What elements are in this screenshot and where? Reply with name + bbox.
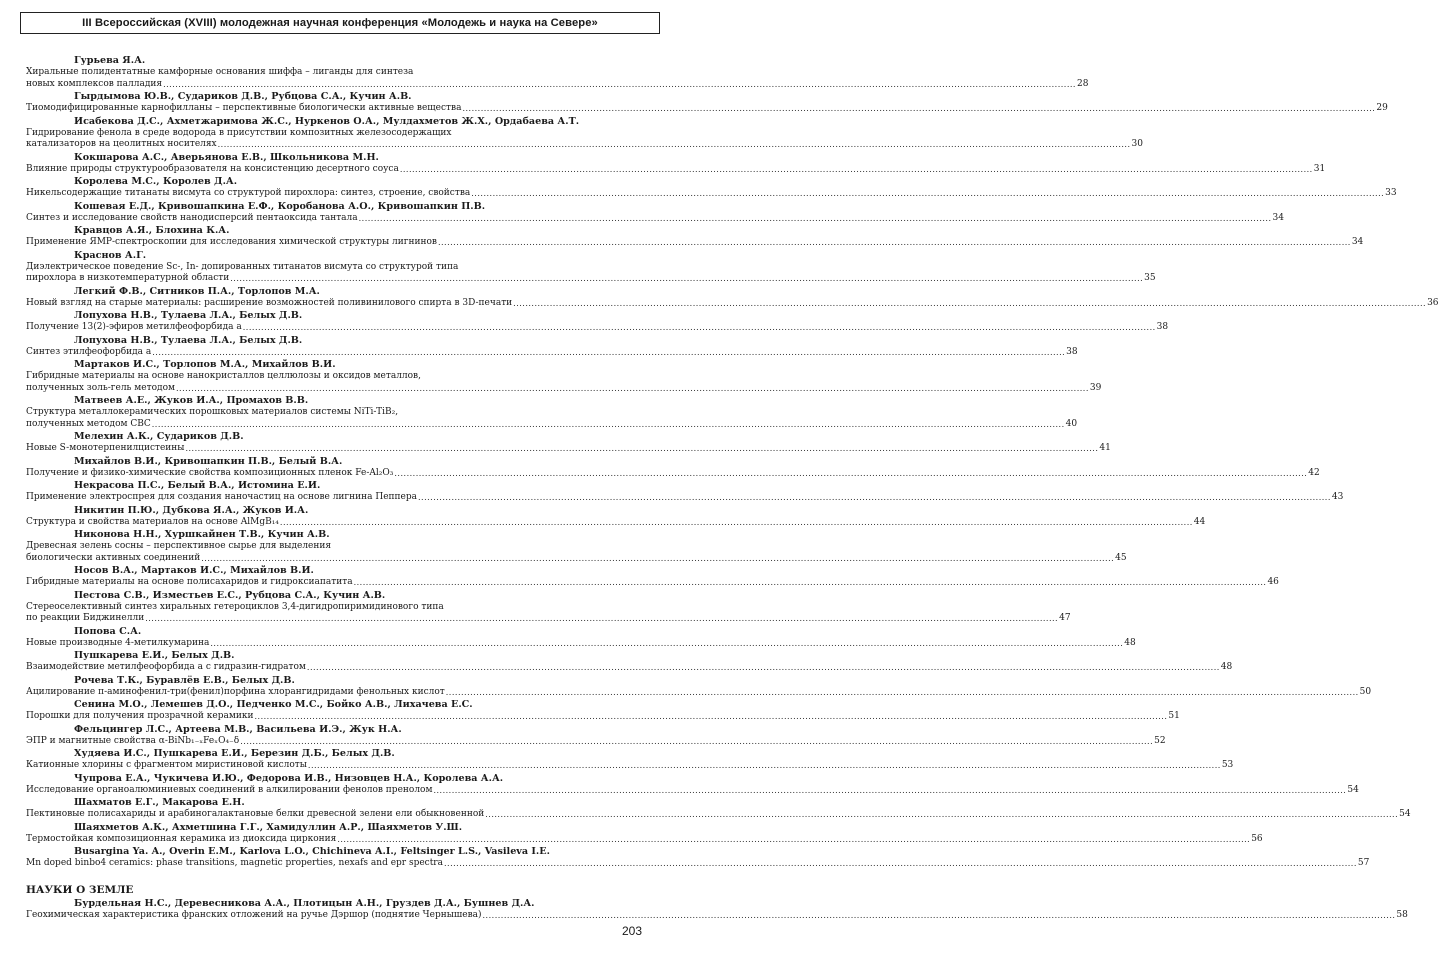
toc-entry-authors: Мартаков И.С., Торлопов М.А., Михайлов В.И. (74, 359, 336, 370)
toc-entry (26, 589, 1071, 625)
dot-leader: ............................................................................................................................................................................................................................................................................................................ (445, 687, 1359, 697)
toc-entry-page: 56 (1251, 833, 1263, 844)
dot-leader: ............................................................................................................................................................................................................................................................................................................ (443, 859, 1357, 868)
toc-entry-authors: Носов В.А., Мартаков И.С., Михайлов В.И. (74, 565, 314, 576)
toc-entry-page: 40 (1065, 418, 1078, 429)
toc-entry-authors: Некрасова П.С., Белый В.А., Истомина Е.И. (74, 480, 321, 491)
toc-entry-authors: Краснов А.Г. (74, 249, 147, 261)
toc-entry (26, 748, 1234, 772)
toc-entry-title: Применение электроспрея для создания наночастиц на основе лигнина Пеппера (26, 492, 417, 502)
dot-leader: ............................................................................................................................................................................................................................................................................................................ (240, 736, 1154, 746)
toc-entry-title-line (26, 418, 1078, 431)
toc-entry-title: Хиральные полидентатные камфорные основания шиффа – лиганды для синтеза (26, 67, 414, 77)
toc-entry (26, 625, 1136, 650)
toc-entry-page: 53 (1221, 760, 1234, 770)
section-heading: НАУКИ О ЗЕМЛЕ (26, 883, 134, 896)
toc-entry-title-line (26, 78, 1089, 91)
toc-entry-title: Получение и физико-химические свойства композиционных пленок Fe-Al₂O₃ (26, 467, 394, 478)
toc-entry-title: пирохлора в низкотемпературной области (26, 273, 230, 283)
toc-entry-authors: Гурьева Я.А. (74, 55, 146, 66)
toc-entry-title: Синтез и исследование свойств нанодисперсий пентаоксида тантала (26, 212, 358, 223)
toc-entry-authors: Мелехин А.К., Судариков Д.В. (74, 431, 244, 442)
toc-entry-authors: Гырдымова Ю.В., Судариков Д.В., Рубцова С.А., Кучин А.В. (74, 91, 412, 102)
toc-entry-title: Структура металлокерамических порошковых материалов системы NiTi-TiB₂, (26, 407, 399, 417)
toc-entry-page: 39 (1089, 382, 1102, 393)
toc-entry-authors: Королева М.С., Королев Д.А. (74, 176, 238, 187)
toc-entry (26, 480, 1344, 504)
toc-entry-title: Синтез этилфеофорбида a (26, 346, 152, 357)
toc-entry-page: 51 (1168, 711, 1180, 721)
dot-leader: ............................................................................................................................................................................................................................................................................................................ (337, 834, 1251, 844)
toc-entries-section2 (26, 897, 1408, 922)
toc-entry-page: 34 (1351, 237, 1364, 247)
toc-entry-page: 54 (1399, 809, 1411, 819)
dot-leader: ............................................................................................................................................................................................................................................................................................................ (513, 298, 1427, 308)
toc-entry-authors: Шаяхметов А.К., Ахметшина Г.Г., Хамидуллин А.Р., Шаяхметов У.Ш. (74, 821, 463, 833)
toc-entry-title-line (26, 163, 1326, 176)
dot-leader: ............................................................................................................................................................................................................................................................................................................ (163, 79, 1076, 89)
dot-leader: ............................................................................................................................................................................................................................................................................................................ (471, 189, 1385, 198)
toc-entry (26, 225, 1364, 249)
toc-entry-title: Никельсодержащие титанаты висмута со структурой пирохлора: синтез, строение, свойства (26, 188, 471, 198)
dot-leader: ............................................................................................................................................................................................................................................................................................................ (433, 785, 1347, 795)
toc-entry-title-line (26, 322, 1169, 334)
toc-entry-authors: Чупрова Е.А., Чукичева И.Ю., Федорова И.В., Низовцев Н.А., Королева А.А. (74, 772, 504, 784)
toc-entry-page: 34 (1272, 212, 1284, 223)
toc-entry-authors: Лопухова Н.В., Тулаева Л.А., Белых Д.В. (74, 334, 303, 346)
dot-leader: ............................................................................................................................................................................................................................................................................................................ (210, 638, 1124, 648)
toc-entry-title: Применение ЯМР-спектроскопии для исследования химической структуры лигнинов (26, 237, 437, 247)
dot-leader: ............................................................................................................................................................................................................................................................................................................ (152, 347, 1066, 357)
toc-entry-title-line (26, 711, 1180, 723)
toc-entry-title-line (26, 467, 1320, 480)
dot-leader: ............................................................................................................................................................................................................................................................................................................ (254, 712, 1168, 721)
toc-entry-authors: Попова С.А. (74, 625, 142, 637)
toc-entry-authors: Busargina Ya. A., Overin E.M., Karlova L.O., Chichineva A.I., Feltsinger L.S., Vasileva I.E. (74, 846, 550, 857)
dot-leader: ............................................................................................................................................................................................................................................................................................................ (417, 493, 1331, 502)
dot-leader: ............................................................................................................................................................................................................................................................................................................ (358, 213, 1272, 223)
toc-entry-title-line (26, 346, 1078, 359)
toc-entry-title: полученных методом СВС (26, 418, 151, 429)
toc-entry-title-line (26, 784, 1359, 797)
toc-entry-title: Порошки для получения прозрачной керамики (26, 711, 254, 721)
toc-entry (26, 249, 1156, 285)
toc-entry-title: Влияние природы структурообразователя на консистенцию десертного соуса (26, 163, 399, 174)
toc-entry-title: Гибридные материалы на основе полисахаридов и гидроксиапатита (26, 577, 353, 587)
dot-leader: ............................................................................................................................................................................................................................................................................................................ (242, 323, 1156, 332)
toc-entry (26, 529, 1127, 564)
toc-entry-page: 38 (1156, 322, 1169, 332)
toc-entry (26, 565, 1279, 589)
toc-entry (26, 359, 1102, 394)
toc-entry (26, 334, 1078, 359)
page-number: 203 (622, 924, 643, 938)
toc-entry-title: Гидрирование фенола в среде водорода в присутствии композитных железосодержащих (26, 127, 452, 138)
toc-entry-title-line (26, 492, 1344, 504)
toc-entry-title: Mn doped binbo4 ceramics: phase transitions, magnetic properties, nexafs and epr spectra (26, 858, 443, 868)
toc-entry (26, 310, 1169, 334)
dot-leader: ............................................................................................................................................................................................................................................................................................................ (185, 444, 1099, 453)
toc-entry (26, 821, 1263, 846)
toc-entry-title-line (26, 212, 1284, 225)
toc-entry (26, 772, 1359, 797)
toc-entry (26, 115, 1143, 151)
toc-entry-page: 31 (1313, 163, 1326, 174)
toc-entry-title-line (26, 516, 1206, 529)
toc-entry-page: 45 (1115, 552, 1127, 563)
toc-entry (26, 846, 1370, 870)
dot-leader: ............................................................................................................................................................................................................................................................................................................ (201, 553, 1115, 563)
toc-entry-authors: Пушкарева Е.И., Белых Д.В. (74, 650, 235, 661)
toc-entry-title: Новые S-монотерпенилцистеины (26, 443, 185, 453)
toc-entry-title-line (26, 382, 1102, 395)
toc-entry-title: Новые производные 4-метилкумарина (26, 637, 210, 648)
toc-entry-title: Катионные хлорины с фрагментом миристиновой кислоты (26, 760, 307, 770)
toc-entry-title-line (26, 188, 1397, 200)
toc-entry-authors: Рочева Т.К., Буравлёв Е.В., Белых Д.В. (74, 674, 295, 686)
toc-entry (26, 723, 1166, 748)
toc-entry-title: по реакции Биджинелли (26, 613, 145, 623)
toc-entry-page: 58 (1396, 909, 1408, 920)
toc-entry-title-line (26, 637, 1136, 650)
toc-entry-title-line (26, 273, 1156, 285)
dot-leader: ............................................................................................................................................................................................................................................................................................................ (399, 164, 1313, 174)
toc-entry-page: 42 (1308, 467, 1320, 478)
toc-entry (26, 176, 1397, 200)
toc-entry-title-line (26, 760, 1234, 772)
conference-header-title: III Всероссийская (XVIII) молодежная научная конференция «Молодежь и наука на Севере» (82, 17, 598, 29)
toc-entry-title: Тиомодифицированные карнофилланы – перспективные биологически активные вещества (26, 103, 462, 113)
toc-entry-title: катализаторов на цеолитных носителях (26, 139, 217, 149)
toc-entry-title-line (26, 297, 1439, 310)
toc-entry-title: Получение 13(2)-эфиров метилфеофорбида a (26, 322, 242, 332)
dot-leader: ............................................................................................................................................................................................................................................................................................................ (462, 104, 1376, 113)
toc-entry-title: новых комплексов палладия (26, 78, 163, 89)
toc-entry-page: 41 (1099, 443, 1111, 453)
toc-entry-title: Ацилирование п-аминофенил-три(фенил)порфина хлорангидридами фенольных кислот (26, 686, 445, 697)
dot-leader: ............................................................................................................................................................................................................................................................................................................ (306, 663, 1220, 672)
toc-entry (26, 897, 1408, 922)
toc-entry-title: Стереоселективный синтез хиральных гетероциклов 3,4-дигидропиримидинового типа (26, 601, 444, 612)
toc-entry-title-line (26, 443, 1111, 455)
toc-entry-title-line (26, 858, 1370, 870)
dot-leader: ............................................................................................................................................................................................................................................................................................................ (145, 614, 1059, 623)
toc-entry-title: Термостойкая композиционная керамика из диоксида циркония (26, 833, 337, 844)
toc-entries (26, 55, 1439, 870)
toc-entry-title-line (26, 809, 1411, 821)
toc-entry (26, 674, 1372, 699)
toc-entry-page: 48 (1124, 637, 1136, 648)
dot-leader: ............................................................................................................................................................................................................................................................................................................ (230, 274, 1144, 283)
table-of-contents (26, 55, 1439, 922)
toc-entry-title-line (26, 662, 1233, 674)
toc-entry (26, 431, 1111, 455)
toc-entry-page: 28 (1076, 78, 1089, 89)
toc-entry-authors: Лопухова Н.В., Тулаева Л.А., Белых Д.В. (74, 310, 303, 321)
toc-entry-title: Взаимодействие метилфеофорбида a с гидразин-гидратом (26, 662, 306, 672)
toc-entry-title-line (26, 103, 1388, 115)
toc-entry (26, 151, 1326, 176)
dot-leader: ............................................................................................................................................................................................................................................................................................................ (217, 140, 1131, 149)
toc-entry-authors: Никитин П.Ю., Дубкова Я.А., Жуков И.А. (74, 504, 309, 516)
toc-entry-page: 43 (1331, 492, 1344, 502)
toc-entry-page: 36 (1427, 297, 1439, 308)
toc-entry-authors: Михайлов В.И., Кривошапкин П.В., Белый В.А. (74, 455, 343, 467)
toc-entry-authors: Худяева И.С., Пушкарева Е.И., Березин Д.Б., Белых Д.В. (74, 748, 395, 759)
toc-entry (26, 650, 1233, 674)
dot-leader: ............................................................................................................................................................................................................................................................................................................ (394, 468, 1308, 478)
toc-entry-page: 29 (1376, 103, 1388, 113)
toc-entry-title-line (26, 139, 1143, 151)
toc-entry-authors: Кравцов А.Я., Блохина К.А. (74, 225, 230, 236)
dot-leader: ............................................................................................................................................................................................................................................................................................................ (279, 517, 1193, 527)
toc-entry-title: Пектиновые полисахариды и арабиногалактановые белки древесной зелени ели обыкновенной (26, 809, 485, 819)
toc-entry-title: Гибридные материалы на основе нанокристаллов целлюлозы и оксидов металлов, (26, 371, 421, 381)
toc-entry-page: 44 (1193, 516, 1206, 527)
toc-entry-page: 50 (1359, 686, 1372, 697)
toc-entry-title-line (26, 909, 1408, 922)
toc-entry-title: Новый взгляд на старые материалы: расширение возможностей поливинилового спирта в 3D-печати (26, 297, 513, 308)
dot-leader: ............................................................................................................................................................................................................................................................................................................ (482, 910, 1396, 920)
toc-entry-authors: Никонова Н.Н., Хуршкайнен Т.В., Кучин А.В. (74, 529, 330, 540)
toc-entry-title-line (26, 237, 1364, 249)
toc-entry-page: 47 (1059, 613, 1071, 623)
toc-entry-page: 54 (1347, 784, 1359, 795)
toc-entry-title: Древесная зелень сосны – перспективное сырье для выделения (26, 541, 332, 551)
toc-entry-authors: Пестова С.В., Изместьев Е.С., Рубцова С.А., Кучин А.В. (74, 589, 386, 601)
toc-entry-title-line (26, 833, 1263, 846)
toc-entry-title-line (26, 686, 1372, 699)
toc-entry-authors: Кошевая Е.Д., Кривошапкина Е.Ф., Коробанова А.О., Кривошапкин П.В. (74, 200, 486, 212)
toc-entry-authors: Матвеев А.Е., Жуков И.А., Промахов В.В. (74, 395, 309, 406)
toc-entry-authors: Сенина М.О., Лемешев Д.О., Педченко М.С., Бойко А.В., Лихачева Е.С. (74, 699, 473, 710)
dot-leader: ............................................................................................................................................................................................................................................................................................................ (353, 578, 1267, 587)
toc-entry-title: биологически активных соединений (26, 552, 201, 563)
toc-entry (26, 395, 1078, 430)
toc-entry-page: 46 (1267, 577, 1279, 587)
conference-header (20, 12, 660, 34)
toc-entry-page: 33 (1385, 188, 1397, 198)
toc-entry-page: 48 (1220, 662, 1233, 672)
toc-entry-title-line (26, 735, 1166, 748)
toc-entry-authors: Бурдельная Н.С., Деревесникова А.А., Плотицын А.Н., Груздев Д.А., Бушнев Д.А. (74, 897, 535, 909)
toc-entry-page: 52 (1154, 735, 1166, 746)
toc-entry-title: ЭПР и магнитные свойства α-BiNb₁₋ₓFeₓO₄₋δ (26, 735, 240, 746)
toc-entry-title: полученных золь-гель методом (26, 382, 175, 393)
toc-entry-page: 30 (1131, 139, 1143, 149)
toc-entry (26, 91, 1388, 115)
toc-entry-authors: Кокшарова А.С., Аверьянова Е.В., Школьникова М.Н. (74, 151, 379, 163)
toc-entry (26, 504, 1206, 529)
toc-entry-title: Геохимическая характеристика франских отложений на ручье Дэршор (поднятие Чернышева) (26, 909, 482, 920)
toc-entry (26, 699, 1180, 723)
toc-entry-title-line (26, 552, 1127, 565)
toc-entry-title: Исследование органоалюминиевых соединений в алкилировании фенолов пренолом (26, 784, 433, 795)
toc-entry (26, 200, 1284, 225)
dot-leader: ............................................................................................................................................................................................................................................................................................................ (485, 810, 1399, 819)
toc-entry-authors: Шахматов Е.Г., Макарова Е.Н. (74, 797, 245, 808)
toc-entry (26, 797, 1411, 821)
toc-entry-title: Структура и свойства материалов на основе AlMgB₁₄ (26, 516, 279, 527)
toc-entry-title: Диэлектрическое поведение Sc-, In- допированных титанатов висмута со структурой типа (26, 261, 459, 272)
toc-entry (26, 285, 1439, 310)
toc-entry-page: 35 (1144, 273, 1156, 283)
dot-leader: ............................................................................................................................................................................................................................................................................................................ (151, 419, 1065, 429)
toc-entry (26, 455, 1320, 480)
toc-entry (26, 55, 1089, 90)
toc-entry-title-line (26, 577, 1279, 589)
toc-entry-title-line (26, 613, 1071, 625)
toc-entry-page: 38 (1066, 346, 1078, 357)
dot-leader: ............................................................................................................................................................................................................................................................................................................ (307, 761, 1221, 770)
toc-entry-authors: Фельцингер Л.С., Артеева М.В., Васильева И.Э., Жук Н.А. (74, 723, 402, 735)
toc-entry-authors: Легкий Ф.В., Ситников П.А., Торлопов М.А. (74, 285, 320, 297)
dot-leader: ............................................................................................................................................................................................................................................................................................................ (176, 383, 1089, 393)
toc-entry-authors: Исабекова Д.С., Ахметжаримова Ж.С., Нуркенов О.А., Мулдахметов Ж.Х., Ордабаева А.Т. (74, 115, 580, 127)
toc-entry-page: 57 (1357, 858, 1370, 868)
dot-leader: ............................................................................................................................................................................................................................................................................................................ (437, 238, 1351, 247)
